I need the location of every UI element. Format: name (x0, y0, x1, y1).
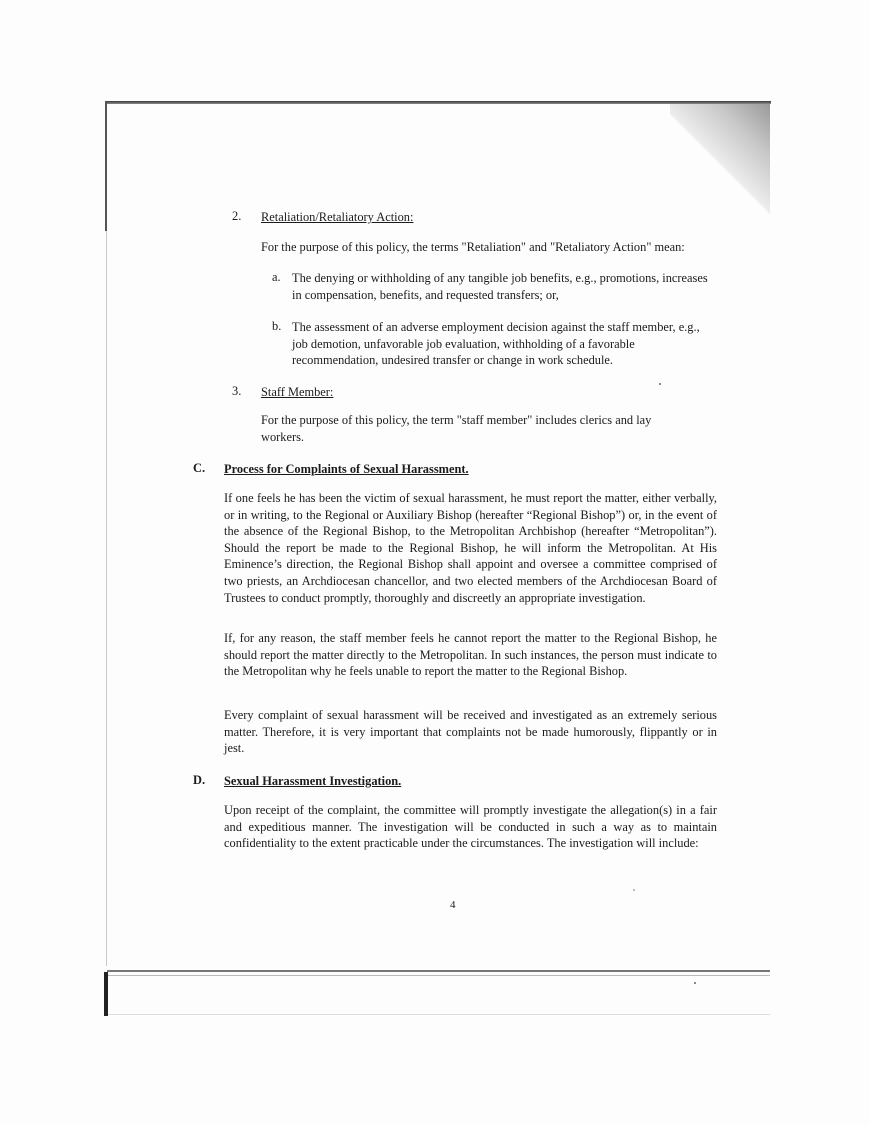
section-d-paragraph-1: Upon receipt of the complaint, the committee will promptly investigate the allegation(s) in a fair and expeditious manner. The investigation will be conducted in such a way as to maintain confidentiality to the extent practicable under the circumstances. The investigation will include: (224, 803, 717, 851)
item-3-number: 3. (232, 384, 242, 398)
scan-bottom-edge (107, 970, 770, 972)
scan-bottom-edge-faint (107, 975, 770, 976)
item-3-text: For the purpose of this policy, the term "staff member" includes clerics and lay workers. (261, 413, 652, 444)
section-c-letter: C. (193, 461, 206, 475)
section-c-paragraph-3: Every complaint of sexual harassment will be received and investigated as an extremely serious matter. Therefore, it is very important that complaints not be made humorously, flippantly or in jest. (224, 708, 717, 756)
item-2-heading: Retaliation/Retaliatory Action: (261, 210, 414, 224)
item-2b-text: The assessment of an adverse employment decision against the staff member, e.g., job demotion, unfavorable job evaluation, withholding of a favorable recommendation, undesired transfer or change in work schedule. (292, 320, 700, 368)
section-c-paragraph-2: If, for any reason, the staff member feels he cannot report the matter to the Regional Bishop, he should report the matter directly to the Metropolitan. In such instances, the person must indicate to the Metropolitan why he feels unable to report the matter to the Regional Bishop. (224, 631, 717, 679)
section-d-letter: D. (193, 773, 206, 787)
scan-speck (659, 383, 661, 385)
scan-speck (694, 982, 696, 984)
item-2-intro: For the purpose of this policy, the terms "Retaliation" and "Retaliatory Action" mean: (261, 240, 685, 254)
item-3-heading: Staff Member: (261, 385, 334, 399)
scan-bottom-strip (108, 1014, 770, 1015)
scan-corner-mark (104, 972, 108, 1016)
scan-speck (633, 889, 635, 891)
folded-corner-shadow (670, 104, 770, 222)
item-2a-label: a. (272, 270, 281, 284)
scan-left-edge-faint (106, 231, 107, 966)
item-2b-label: b. (272, 319, 282, 333)
item-2-number: 2. (232, 209, 242, 223)
section-c-paragraph-1: If one feels he has been the victim of sexual harassment, he must report the matter, either verbally, or in writing, to the Regional or Auxiliary Bishop (hereafter “Regional Bishop”) or, in the event of the absence of the Regional Bishop, to the Metropolitan Archbishop (hereafter “Metropolitan”). Should the report be made to the Regional Bishop, he will inform the Metropolitan. At His Eminence’s direction, the Regional Bishop shall appoint and oversee a committee comprised of two priests, an Archdiocesan chancellor, and two elected members of the Archdiocesan Board of Trustees to conduct promptly, thoroughly and discreetly an appropriate investigation. (224, 491, 717, 605)
scan-left-edge (105, 101, 107, 231)
section-d-heading: Sexual Harassment Investigation. (224, 774, 402, 788)
page-number: 4 (450, 899, 456, 911)
item-2a-text: The denying or withholding of any tangible job benefits, e.g., promotions, increases in compensation, benefits, and requested transfers; or, (292, 271, 708, 302)
section-c-heading: Process for Complaints of Sexual Harassment. (224, 462, 469, 476)
